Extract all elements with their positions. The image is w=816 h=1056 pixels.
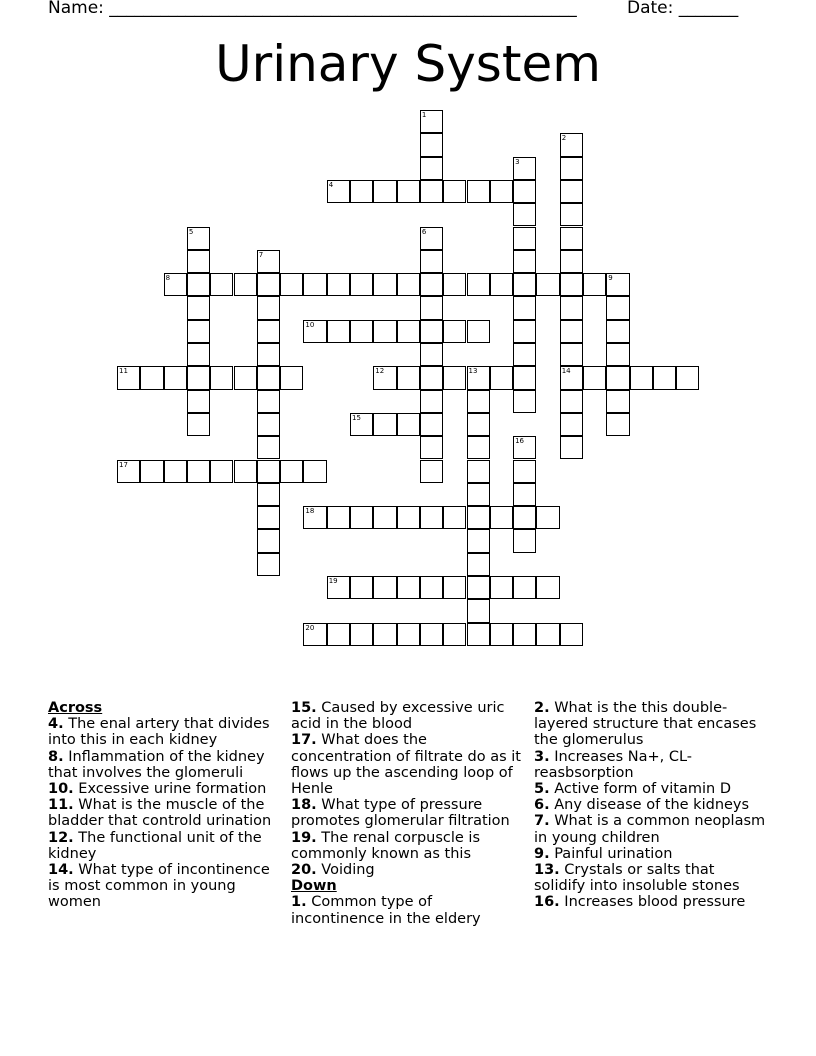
crossword-cell xyxy=(560,366,583,389)
crossword-cell xyxy=(653,366,676,389)
crossword-cell xyxy=(560,273,583,296)
cell-number: 3 xyxy=(515,157,520,166)
down-clue-3 xyxy=(534,749,770,781)
crossword-cell xyxy=(164,273,187,296)
crossword-cell xyxy=(420,133,443,156)
down-clue-7 xyxy=(534,813,770,845)
crossword-cell xyxy=(513,366,536,389)
crossword-cell xyxy=(187,460,210,483)
crossword-cell xyxy=(420,576,443,599)
clue-text: Crystals or salts that solidify into insoluble stones xyxy=(534,862,740,895)
down-clue-2 xyxy=(534,700,770,749)
crossword-cell xyxy=(257,483,280,506)
clue-text: What is the muscle of the bladder that controld urination xyxy=(48,797,272,830)
crossword-cell xyxy=(513,436,536,459)
crossword-cell xyxy=(350,180,373,203)
crossword-cell xyxy=(467,506,490,529)
cell-number: 15 xyxy=(352,413,361,422)
crossword-cell xyxy=(443,273,466,296)
crossword-cell xyxy=(560,436,583,459)
crossword-cell xyxy=(513,623,536,646)
clue-text: What is a common neoplasm in young children xyxy=(534,813,766,846)
cell-number: 18 xyxy=(305,507,315,516)
crossword-cell xyxy=(420,227,443,250)
crossword-cell xyxy=(420,320,443,343)
clue-text: What type of incontinence is most common in young women xyxy=(48,862,270,911)
crossword-cell xyxy=(513,390,536,413)
crossword-cell xyxy=(443,576,466,599)
crossword-cell xyxy=(513,296,536,319)
crossword-cell xyxy=(467,460,490,483)
clue-text: Active form of vitamin D xyxy=(554,781,731,798)
crossword-cell xyxy=(257,273,280,296)
clue-text: Increases blood pressure xyxy=(564,894,746,911)
crossword-cell xyxy=(420,623,443,646)
crossword-cell xyxy=(187,320,210,343)
crossword-cell xyxy=(397,273,420,296)
crossword-cell xyxy=(257,343,280,366)
crossword-cell xyxy=(373,273,396,296)
clue-number: 9. xyxy=(534,845,550,862)
crossword-cell xyxy=(513,320,536,343)
crossword-cell xyxy=(234,460,257,483)
cell-number: 16 xyxy=(515,437,525,446)
clue-number: 20. xyxy=(291,862,317,879)
crossword-cell xyxy=(420,436,443,459)
crossword-cell xyxy=(373,623,396,646)
clue-text: Caused by excessive uric acid in the blood xyxy=(291,700,505,733)
crossword-cell xyxy=(467,576,490,599)
crossword-cell xyxy=(490,273,513,296)
crossword-cell xyxy=(280,273,303,296)
clue-text: The functional unit of the kidney xyxy=(48,829,262,862)
crossword-cell xyxy=(397,413,420,436)
crossword-cell xyxy=(443,366,466,389)
crossword-cell xyxy=(234,273,257,296)
crossword-cell xyxy=(164,366,187,389)
crossword-cell xyxy=(373,506,396,529)
crossword-cell xyxy=(513,506,536,529)
crossword-cell xyxy=(513,483,536,506)
crossword-cell xyxy=(467,623,490,646)
crossword-cell xyxy=(560,157,583,180)
crossword-cell xyxy=(583,273,606,296)
crossword-cell xyxy=(420,110,443,133)
across-clue-17 xyxy=(291,732,527,797)
crossword-cell xyxy=(350,576,373,599)
crossword-cell xyxy=(676,366,699,389)
clue-number: 5. xyxy=(534,781,550,798)
cell-number: 4 xyxy=(328,180,334,189)
cell-number: 5 xyxy=(188,227,194,236)
clue-text: Voiding xyxy=(321,862,375,879)
crossword-cell xyxy=(536,576,559,599)
clue-number: 15. xyxy=(291,700,317,716)
crossword-cell xyxy=(467,529,490,552)
crossword-cell xyxy=(257,436,280,459)
crossword-cell xyxy=(140,366,163,389)
page-title: Urinary System xyxy=(215,35,601,93)
cell-number: 8 xyxy=(165,274,171,283)
cell-number: 12 xyxy=(375,367,385,376)
crossword-cell xyxy=(257,366,280,389)
crossword-cell xyxy=(280,460,303,483)
crossword-cell xyxy=(187,413,210,436)
crossword-cell xyxy=(420,343,443,366)
crossword-cell xyxy=(140,460,163,483)
across-clue-10 xyxy=(48,781,284,797)
crossword-cell xyxy=(420,390,443,413)
crossword-cell xyxy=(490,506,513,529)
clue-number: 19. xyxy=(291,829,317,846)
clues-column-2 xyxy=(291,700,527,927)
date-field-label: Date: _______ xyxy=(627,0,739,18)
crossword-cell xyxy=(536,623,559,646)
clue-number: 2. xyxy=(534,700,550,716)
clue-number: 18. xyxy=(291,797,317,814)
crossword-cell xyxy=(420,413,443,436)
crossword-cell xyxy=(303,506,326,529)
clue-text: Common type of incontinence in the eldery xyxy=(291,894,481,927)
crossword-cell xyxy=(606,320,629,343)
crossword-cell xyxy=(373,366,396,389)
crossword-cell xyxy=(467,273,490,296)
crossword-cell xyxy=(560,296,583,319)
crossword-cell xyxy=(467,436,490,459)
clues-column-1 xyxy=(48,700,284,911)
crossword-cell xyxy=(420,250,443,273)
crossword-cell xyxy=(350,623,373,646)
crossword-cell xyxy=(257,390,280,413)
clue-text: Painful urination xyxy=(554,845,673,862)
crossword-cell xyxy=(327,180,350,203)
crossword-cell xyxy=(327,320,350,343)
clue-number: 8. xyxy=(48,748,64,765)
clue-number: 11. xyxy=(48,797,74,814)
clue-number: 4. xyxy=(48,716,64,733)
clue-number: 13. xyxy=(534,862,560,879)
clue-number: 12. xyxy=(48,829,74,846)
crossword-cell xyxy=(397,576,420,599)
crossword-cell xyxy=(187,250,210,273)
crossword-cell xyxy=(467,483,490,506)
crossword-cell xyxy=(490,576,513,599)
crossword-cell xyxy=(560,320,583,343)
crossword-cell xyxy=(187,273,210,296)
clue-number: 6. xyxy=(534,797,550,814)
crossword-cell xyxy=(303,320,326,343)
clue-number: 7. xyxy=(534,813,550,830)
crossword-cell xyxy=(210,273,233,296)
crossword-cell xyxy=(397,366,420,389)
crossword-cell xyxy=(513,157,536,180)
crossword-cell xyxy=(560,180,583,203)
crossword-cell xyxy=(117,366,140,389)
down-clue-6 xyxy=(534,797,770,813)
crossword-cell xyxy=(560,203,583,226)
crossword-cell xyxy=(560,343,583,366)
crossword-cell xyxy=(513,250,536,273)
crossword-cell xyxy=(187,227,210,250)
clue-number: 3. xyxy=(534,748,550,765)
crossword-cell xyxy=(210,460,233,483)
crossword-cell xyxy=(583,366,606,389)
across-clue-19 xyxy=(291,830,527,862)
crossword-cell xyxy=(327,506,350,529)
crossword-cell xyxy=(187,390,210,413)
crossword-cell xyxy=(303,460,326,483)
crossword-cell xyxy=(397,180,420,203)
crossword-cell xyxy=(257,320,280,343)
clue-text: Excessive urine formation xyxy=(78,781,267,798)
down-clue-9 xyxy=(534,846,770,862)
crossword-cell xyxy=(257,529,280,552)
cell-number: 14 xyxy=(561,367,571,376)
crossword-cell xyxy=(443,506,466,529)
cell-number: 7 xyxy=(258,250,264,259)
clue-number: 1. xyxy=(291,894,307,911)
crossword-cell xyxy=(513,529,536,552)
clue-text: Inflammation of the kidney that involves the glomeruli xyxy=(48,748,265,781)
crossword-cell xyxy=(420,180,443,203)
crossword-cell xyxy=(187,296,210,319)
crossword-cell xyxy=(234,366,257,389)
crossword-cell xyxy=(257,506,280,529)
crossword-cell xyxy=(350,320,373,343)
crossword-cell xyxy=(420,296,443,319)
crossword-cell xyxy=(443,320,466,343)
clue-text: The enal artery that divides into this in each kidney xyxy=(48,716,270,749)
cell-number: 6 xyxy=(421,227,427,236)
crossword-cell xyxy=(513,180,536,203)
crossword-cell xyxy=(513,203,536,226)
crossword-cell xyxy=(467,599,490,622)
cell-number: 9 xyxy=(608,274,613,283)
crossword-cell xyxy=(327,273,350,296)
across-clue-4 xyxy=(48,716,284,748)
crossword-cell xyxy=(350,506,373,529)
crossword-cell xyxy=(536,506,559,529)
crossword-cell xyxy=(606,273,629,296)
across-clue-18 xyxy=(291,797,527,829)
crossword-cell xyxy=(467,413,490,436)
crossword-cell xyxy=(560,390,583,413)
clue-number: 16. xyxy=(534,894,560,911)
crossword-cell xyxy=(513,227,536,250)
clue-text: Increases Na+, CL- reasbsorption xyxy=(534,748,693,781)
crossword-cell xyxy=(606,343,629,366)
crossword-cell xyxy=(303,623,326,646)
crossword-cell xyxy=(397,623,420,646)
clue-number: 10. xyxy=(48,781,74,798)
crossword-cell xyxy=(513,460,536,483)
crossword-cell xyxy=(467,553,490,576)
cell-number: 1 xyxy=(421,111,427,119)
crossword-cell xyxy=(513,273,536,296)
crossword-cell xyxy=(397,506,420,529)
crossword-cell xyxy=(280,366,303,389)
crossword-cell xyxy=(443,180,466,203)
crossword-cell xyxy=(560,250,583,273)
cell-number: 11 xyxy=(119,367,128,376)
crossword-cell xyxy=(606,366,629,389)
cell-number: 17 xyxy=(119,460,128,469)
clue-text: What is the this double-layered structure that encases the glomerulus xyxy=(534,700,757,749)
crossword-cell xyxy=(606,390,629,413)
crossword-cell xyxy=(606,296,629,319)
crossword-cell xyxy=(350,413,373,436)
down-clue-16 xyxy=(534,894,770,910)
crossword-cell xyxy=(257,250,280,273)
down-clue-1 xyxy=(291,894,527,926)
crossword-cell xyxy=(373,413,396,436)
clue-number: 17. xyxy=(291,732,317,749)
crossword-cell xyxy=(303,273,326,296)
crossword-cell xyxy=(350,273,373,296)
crossword-cell xyxy=(420,366,443,389)
crossword-cell xyxy=(257,296,280,319)
across-clue-14 xyxy=(48,862,284,911)
crossword-cell xyxy=(210,366,233,389)
crossword-cell xyxy=(513,343,536,366)
clue-text: What type of pressure promotes glomerular filtration xyxy=(291,797,510,830)
crossword-cell xyxy=(187,343,210,366)
crossword-cell xyxy=(373,180,396,203)
across-clue-8 xyxy=(48,749,284,781)
crossword-cell xyxy=(373,576,396,599)
crossword-cell xyxy=(257,413,280,436)
cell-number: 19 xyxy=(328,577,338,585)
crossword-cell xyxy=(560,623,583,646)
across-clue-12 xyxy=(48,830,284,862)
crossword-cell xyxy=(490,366,513,389)
crossword-cell xyxy=(443,623,466,646)
crossword-cell xyxy=(327,623,350,646)
down-heading: Down xyxy=(291,878,337,895)
crossword-cell xyxy=(467,180,490,203)
clues-column-3 xyxy=(534,700,770,911)
crossword-cell xyxy=(257,460,280,483)
crossword-cell xyxy=(560,133,583,156)
cell-number: 2 xyxy=(561,134,567,143)
crossword-cell xyxy=(117,460,140,483)
crossword-cell xyxy=(257,553,280,576)
crossword-cell xyxy=(467,390,490,413)
clue-text: What does the concentration of filtrate do as it flows up the ascending loop of Henle xyxy=(291,732,521,798)
crossword-cell xyxy=(560,227,583,250)
crossword-cell xyxy=(420,157,443,180)
crossword-cell xyxy=(327,576,350,599)
clue-text: Any disease of the kidneys xyxy=(554,797,750,814)
crossword-cell xyxy=(490,180,513,203)
crossword-cell xyxy=(164,460,187,483)
across-clue-11 xyxy=(48,797,284,829)
crossword-cell xyxy=(467,320,490,343)
crossword-cell xyxy=(420,460,443,483)
name-field-label: Name: _______________________________________________________ xyxy=(48,0,577,18)
across-heading: Across xyxy=(48,700,103,716)
cell-number: 13 xyxy=(468,367,478,376)
across-clue-20 xyxy=(291,862,527,878)
crossword-cell xyxy=(536,273,559,296)
crossword-cell xyxy=(467,366,490,389)
crossword-cell xyxy=(187,366,210,389)
clue-text: The renal corpuscle is commonly known as this xyxy=(291,829,481,862)
clue-number: 14. xyxy=(48,862,74,879)
down-clue-13 xyxy=(534,862,770,894)
across-clue-15 xyxy=(291,700,527,732)
cell-number: 10 xyxy=(305,320,315,329)
crossword-cell xyxy=(420,273,443,296)
crossword-cell xyxy=(420,506,443,529)
down-clue-5 xyxy=(534,781,770,797)
crossword-cell xyxy=(373,320,396,343)
cell-number: 20 xyxy=(305,623,315,632)
crossword-cell xyxy=(397,320,420,343)
crossword-cell xyxy=(630,366,653,389)
crossword-cell xyxy=(490,623,513,646)
crossword-cell xyxy=(513,576,536,599)
crossword-cell xyxy=(606,413,629,436)
crossword-cell xyxy=(560,413,583,436)
